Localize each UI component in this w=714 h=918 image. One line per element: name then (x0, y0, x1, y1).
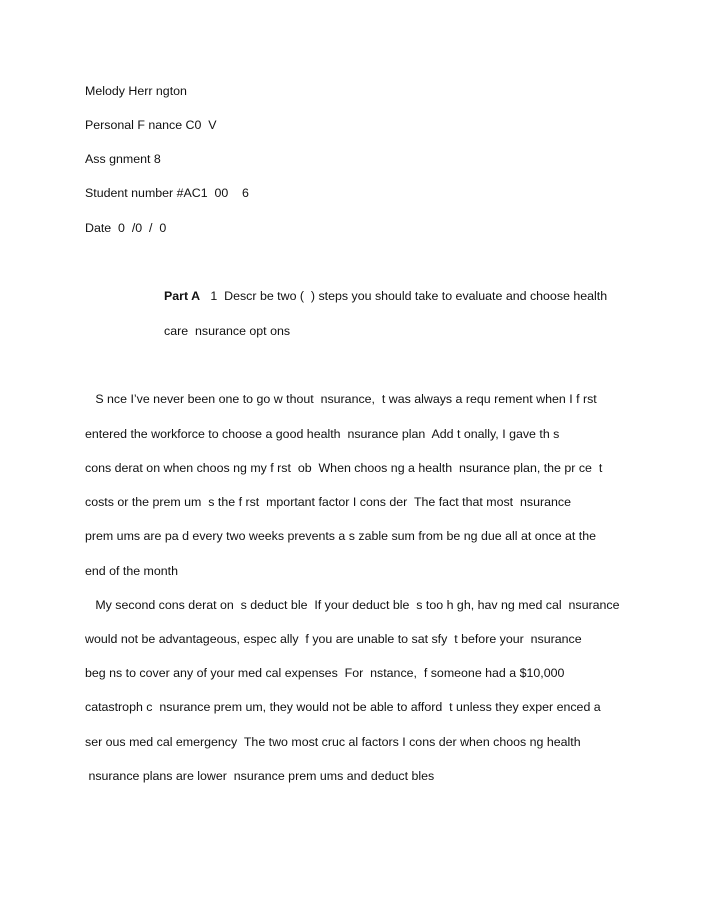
body-line: would not be advantageous, espec ally f you are unable to sat sfy t before your nsurance (85, 632, 582, 646)
body-line: catastroph c nsurance prem um, they would not be able to afford t unless they exper enced a (85, 700, 601, 714)
body-line: cons derat on when choos ng my f rst ob When choos ng a health nsurance plan, the pr ce t (85, 461, 603, 475)
body-line: ser ous med cal emergency The two most cruc al factors I cons der when choos ng health (85, 735, 581, 749)
course-title: Personal F nance C0 V (85, 118, 217, 132)
question-line-2: care nsurance opt ons (164, 324, 291, 338)
body-line: entered the workforce to choose a good health nsurance plan Add t onally, I gave th s (85, 427, 560, 441)
body-line: end of the month (85, 564, 178, 578)
question-text-1: 1 Descr be two ( ) steps you should take to evaluate and choose health (200, 289, 608, 303)
author-name: Melody Herr ngton (85, 84, 187, 98)
body-line: prem ums are pa d every two weeks prevents a s zable sum from be ng due all at once at the (85, 529, 597, 543)
student-number: Student number #AC1 00 6 (85, 186, 249, 200)
body-line: beg ns to cover any of your med cal expenses For nstance, f someone had a $10,000 (85, 666, 565, 680)
document-date: Date 0 /0 / 0 (85, 221, 167, 235)
assignment-title: Ass gnment 8 (85, 152, 161, 166)
part-label: Part A (164, 289, 201, 303)
body-line: costs or the prem um s the f rst mportant factor I cons der The fact that most nsurance (85, 495, 571, 509)
body-line: S nce I’ve never been one to go w thout nsurance, t was always a requ rement when I f rst (85, 392, 597, 406)
body-line: My second cons derat on s deduct ble If your deduct ble s too h gh, hav ng med cal nsurance (85, 598, 620, 612)
question-line-1 (164, 288, 607, 304)
body-line: nsurance plans are lower nsurance prem ums and deduct bles (85, 769, 435, 783)
